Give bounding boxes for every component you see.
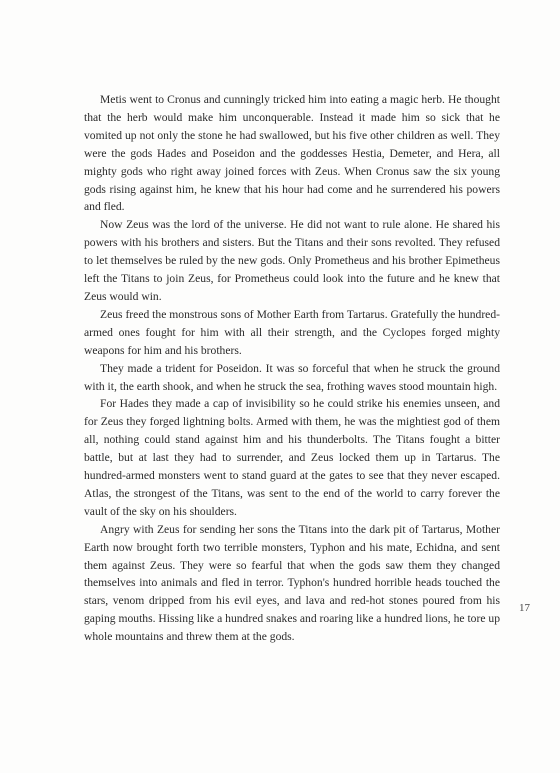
paragraph: Now Zeus was the lord of the universe. He did not want to rule alone. He shared his powers with his brothers and sisters. But the Titans and their sons revolted. They refused to let themselves be ruled by the new gods. Only Prometheus and his brother Epimetheus left the Titans to join Zeus, for Prometheus could look into the future and he knew that Zeus would win. <box>84 218 500 303</box>
paragraph: Angry with Zeus for sending her sons the Titans into the dark pit of Tartarus, Mother Earth now brought forth two terrible monsters, Typhon and his mate, Echidna, and sent them against Zeus. They were so fearful that when the gods saw them they changed themselves into animals and fled in terror. Typhon's hundred horrible heads touched the stars, venom dripped from his evil eyes, and lava and red-hot stones poured from his gaping mouths. Hissing like a hundred snakes and roaring like a hundred lions, he tore up whole mountains and threw them at the gods. <box>84 522 500 644</box>
paragraph: Metis went to Cronus and cunningly tricked him into eating a magic herb. He thought that the herb would make him unconquerable. Instead it made him so sick that he vomited up not only the stone he had swallowed, but his five other children as well. They were the gods Hades and Poseidon and the goddesses Hestia, Demeter, and Hera, all mighty gods who right away joined forces with Zeus. When Cronus saw the six young gods rising against him, he knew that his hour had come and he surrendered his powers and fled. <box>84 93 500 214</box>
paragraph: Zeus freed the monstrous sons of Mother Earth from Tartarus. Gratefully the hundred-armed ones fought for him with all their strength, and the Cyclopes forged mighty weapons for him and his brothers. <box>84 307 500 357</box>
body-text <box>84 91 500 646</box>
page-number: 17 <box>519 602 530 614</box>
paragraph: For Hades they made a cap of invisibility so he could strike his enemies unseen, and for Zeus they forged lightning bolts. Armed with them, he was the mightiest god of them all, nothing could stand against him and his thunderbolts. The Titans fought a bitter battle, but at last they had to surrender, and Zeus locked them up in Tartarus. The hundred-armed monsters went to stand guard at the gates to see that they never escaped. Atlas, the strongest of the Titans, was sent to the end of the world to carry forever the vault of the sky on his shoulders. <box>84 397 500 518</box>
paragraph: They made a trident for Poseidon. It was so forceful that when he struck the ground with it, the earth shook, and when he struck the sea, frothing waves stood mountain high. <box>84 361 500 393</box>
